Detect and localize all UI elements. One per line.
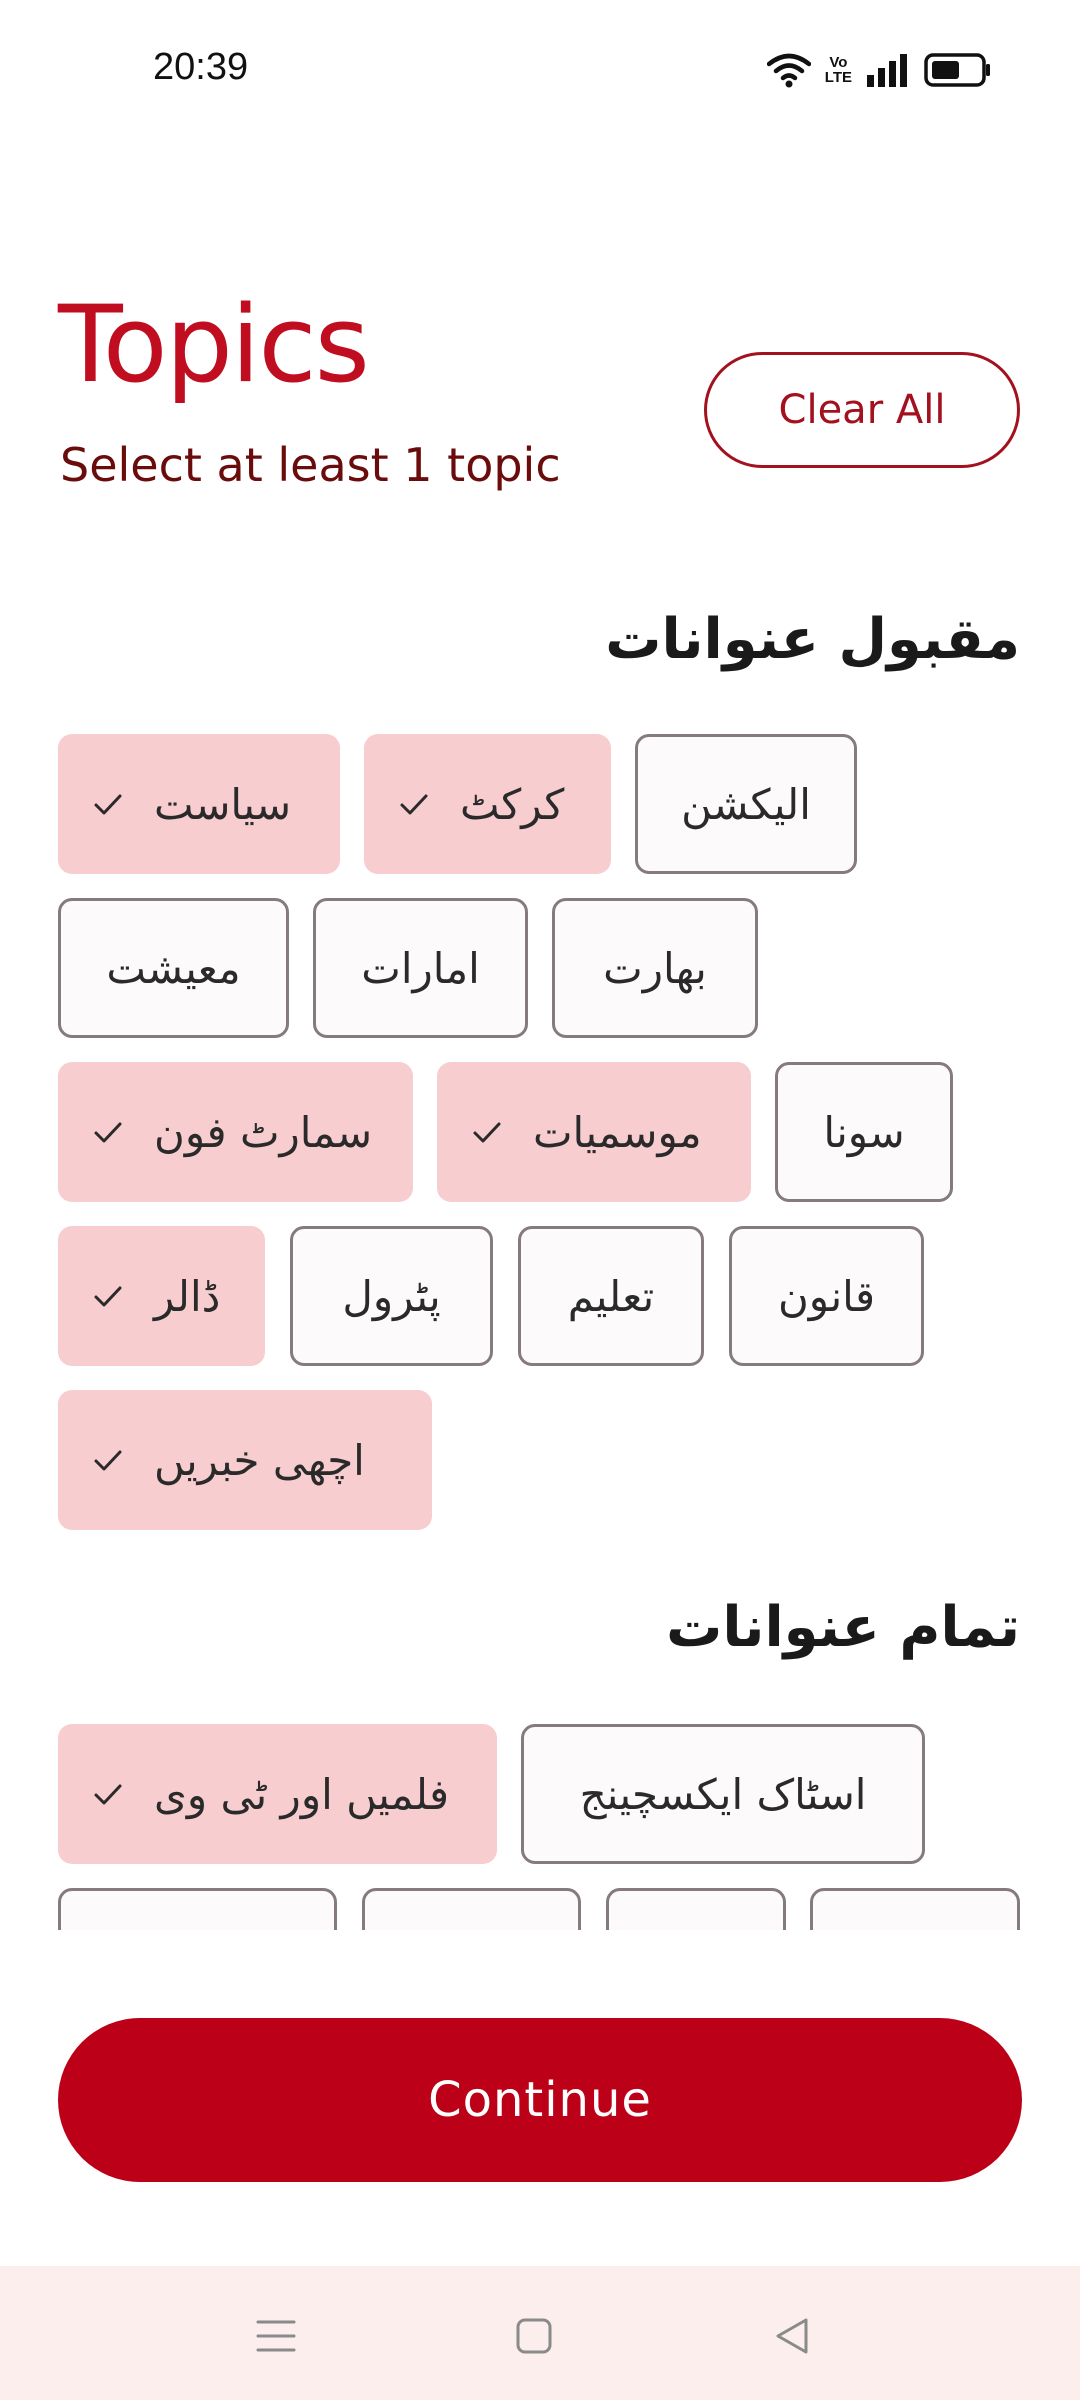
status-time: 20:39 bbox=[153, 46, 249, 88]
topic-chip-label: امارات bbox=[361, 943, 480, 993]
navigation-bar bbox=[0, 2266, 1080, 2400]
check-icon bbox=[92, 788, 124, 820]
topic-chip[interactable] bbox=[362, 1888, 581, 1930]
topic-chip-weather[interactable] bbox=[437, 1062, 751, 1202]
topic-chip[interactable] bbox=[58, 1888, 337, 1930]
topic-chip-election[interactable] bbox=[635, 734, 857, 874]
check-icon bbox=[92, 1444, 124, 1476]
topic-chip-films-tv[interactable] bbox=[58, 1724, 497, 1864]
menu-button[interactable] bbox=[246, 2306, 306, 2366]
popular-topics-heading: مقبول عنوانات bbox=[605, 607, 1020, 672]
topic-chip-label: کرکٹ bbox=[460, 779, 565, 829]
page-title: Topics bbox=[58, 283, 368, 406]
topic-chip[interactable] bbox=[810, 1888, 1020, 1930]
topic-chip-label: پٹرول bbox=[342, 1271, 441, 1321]
menu-icon bbox=[256, 2316, 296, 2356]
topic-chip-good-news[interactable] bbox=[58, 1390, 432, 1530]
check-icon bbox=[398, 788, 430, 820]
topic-chip-label: معیشت bbox=[106, 943, 241, 993]
check-icon bbox=[92, 1280, 124, 1312]
topic-chip-economy[interactable] bbox=[58, 898, 289, 1038]
topic-chip-label: سیاست bbox=[154, 779, 292, 829]
clear-all-button[interactable]: Clear All bbox=[704, 352, 1020, 468]
topic-chip-politics[interactable] bbox=[58, 734, 340, 874]
check-icon bbox=[92, 1116, 124, 1148]
topic-chip-petrol[interactable] bbox=[290, 1226, 493, 1366]
volte-icon: Vo LTE bbox=[824, 54, 852, 86]
home-button[interactable] bbox=[504, 2306, 564, 2366]
topic-chip-emirates[interactable] bbox=[313, 898, 528, 1038]
topic-chip-smartphone[interactable] bbox=[58, 1062, 413, 1202]
topic-chip-label: فلمیں اور ٹی وی bbox=[154, 1769, 450, 1819]
topic-chip-label: تعلیم bbox=[567, 1271, 655, 1321]
back-button[interactable] bbox=[762, 2306, 822, 2366]
topic-chip-gold[interactable] bbox=[775, 1062, 953, 1202]
topic-chip-india[interactable] bbox=[552, 898, 758, 1038]
topic-chip-cricket[interactable] bbox=[364, 734, 611, 874]
topic-chip-label: قانون bbox=[777, 1271, 876, 1321]
topic-chip-label: اچھی خبریں bbox=[154, 1435, 365, 1485]
topic-chip-education[interactable] bbox=[518, 1226, 704, 1366]
topic-chip-label: سونا bbox=[823, 1107, 905, 1157]
page-subtitle: Select at least 1 topic bbox=[60, 438, 561, 492]
check-icon bbox=[92, 1778, 124, 1810]
topic-chip-label: ڈالر bbox=[154, 1271, 221, 1321]
topic-chip-stock-exchange[interactable] bbox=[521, 1724, 925, 1864]
check-icon bbox=[471, 1116, 503, 1148]
topic-chip[interactable] bbox=[606, 1888, 786, 1930]
home-square-icon bbox=[514, 2316, 554, 2356]
all-topics-heading: تمام عنوانات bbox=[666, 1595, 1020, 1660]
back-triangle-icon bbox=[772, 2316, 812, 2356]
topic-chip-label: سمارٹ فون bbox=[154, 1107, 373, 1157]
topic-chip-label: موسمیات bbox=[533, 1107, 702, 1157]
topic-chip-law[interactable] bbox=[729, 1226, 924, 1366]
topic-chip-dollar[interactable] bbox=[58, 1226, 265, 1366]
topic-chip-label: بھارت bbox=[603, 943, 707, 993]
topic-chip-label: الیکشن bbox=[681, 779, 811, 829]
topic-chip-label: اسٹاک ایکسچینج bbox=[579, 1769, 867, 1819]
continue-button[interactable]: Continue bbox=[58, 2018, 1022, 2182]
